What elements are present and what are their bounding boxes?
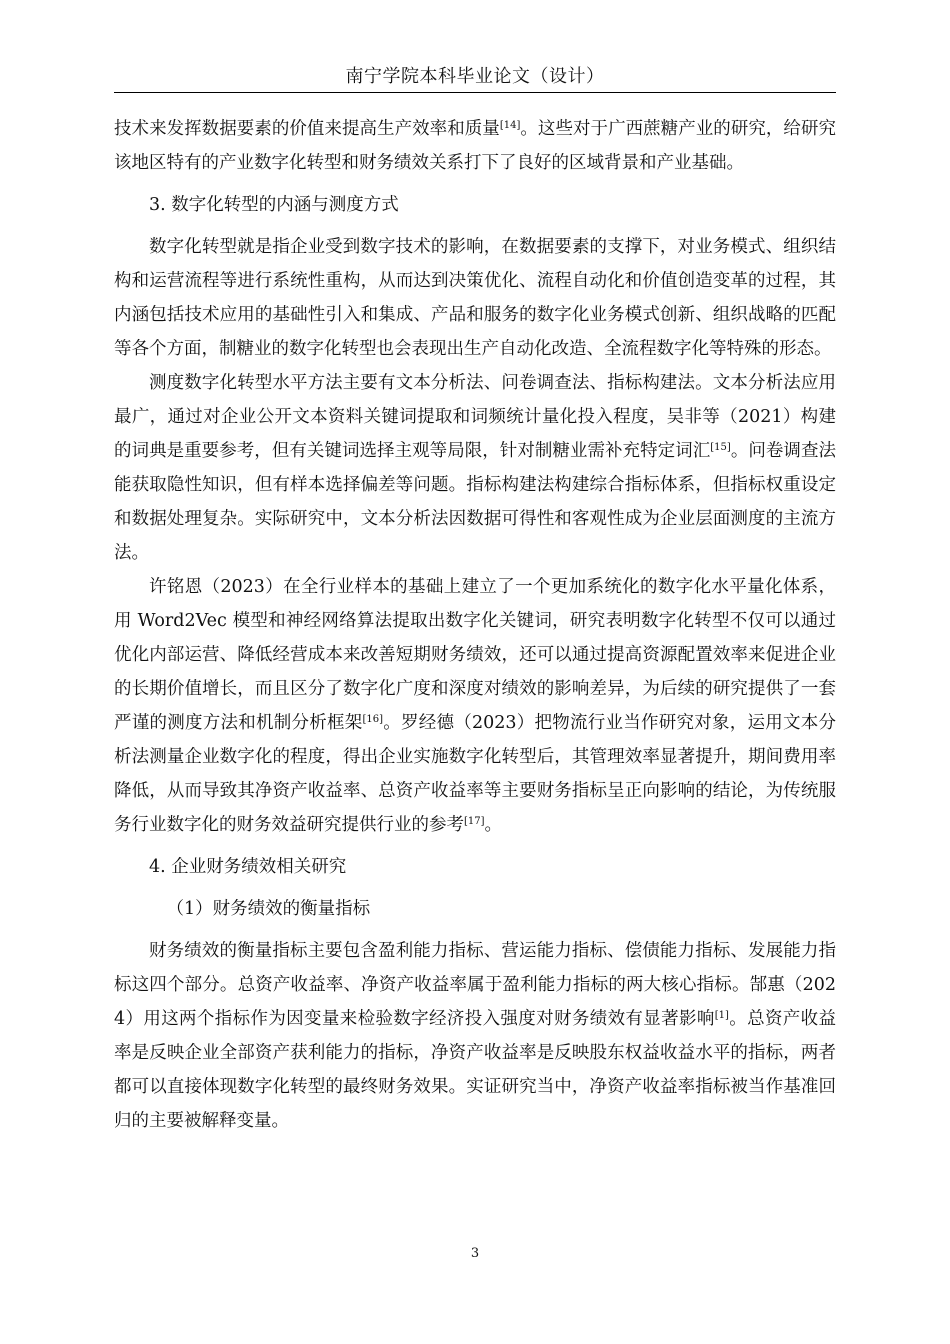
paragraph-text: 测度数字化转型水平方法主要有文本分析法、问卷调查法、指标构建法。文本分析法应用最广，通过对企业公开文本资料关键词提取和词频统计量化投入程度，吴非等（2021）构建的词典是重要参考，但有关键词选择主观等局限，针对制糖业需补充特定词汇 <box>114 373 836 461</box>
paragraph-text: 。问卷调查法能获取隐性知识，但有样本选择偏差等问题。指标构建法构建综合指标体系，但指标权重设定和数据处理复杂。实际研究中，文本分析法因数据可得性和客观性成为企业层面测度的主流方法。 <box>114 441 837 563</box>
citation-ref: [15] <box>710 442 731 453</box>
paragraph-text: 许铭恩（2023）在全行业样本的基础上建立了一个更加系统化的数字化水平量化体系，用 Word2Vec 模型和神经网络算法提取出数字化关键词，研究表明数字化转型不仅可以通过优化内部运营、降低经营成本来改善短期财务绩效，还可以通过提高资源配置效率来促进企业的长期价值增长，而且区分了数字化广度和深度对绩效的影响差异，为后续的研究提供了一套严谨的测度方法和机制分析框架 <box>114 577 836 733</box>
subsection-heading: （1）财务绩效的衡量指标 <box>166 899 371 919</box>
paragraph-text: 。这些对于广西蔗糖产业的研究，给研究该地区特有的产业数字化转型和财务绩效关系打下了良好的区域背景和产业基础。 <box>114 119 837 173</box>
section-heading: 4. 企业财务绩效相关研究 <box>149 857 347 877</box>
paragraph <box>114 230 836 366</box>
citation-ref: [17] <box>464 816 485 827</box>
citation-ref: [16] <box>362 714 384 725</box>
paragraph <box>114 934 836 1138</box>
section-heading: 3. 数字化转型的内涵与测度方式 <box>149 195 399 215</box>
running-header: 南宁学院本科毕业论文（设计） <box>345 66 605 87</box>
citation-ref: [14] <box>499 120 521 131</box>
paragraph <box>114 366 836 570</box>
paragraph-text: 技术来发挥数据要素的价值来提高生产效率和质量 <box>114 119 500 139</box>
paragraph-text: 。罗经德（2023）把物流行业当作研究对象，运用文本分析法测量企业数字化的程度，得出企业实施数字化转型后，其管理效率显著提升，期间费用率降低，从而导致其净资产收益率、总资产收益率等主要财务指标呈正向影响的结论，为传统服务行业数字化的财务效益研究提供行业的参考 <box>114 713 837 835</box>
paragraph-text: 。总资产收益率是反映企业全部资产获利能力的指标，净资产收益率是反映股东权益收益水平的指标，两者都可以直接体现数字化转型的最终财务效果。实证研究当中，净资产收益率指标被当作基准回归的主要被解释变量。 <box>114 1009 837 1131</box>
page-number: 3 <box>470 1246 480 1261</box>
paragraph <box>114 570 836 842</box>
paragraph-text: 财务绩效的衡量指标主要包含盈利能力指标、营运能力指标、偿债能力指标、发展能力指标这四个部分。总资产收益率、净资产收益率属于盈利能力指标的两大核心指标。郜惠（2024）用这两个指标作为因变量来检验数字经济投入强度对财务绩效有显著影响 <box>114 941 836 1029</box>
citation-ref: [1] <box>714 1010 729 1021</box>
body-text <box>114 112 836 1138</box>
paragraph-continuation <box>114 112 836 180</box>
header-rule <box>114 92 836 93</box>
paragraph-text: 。 <box>484 815 503 835</box>
paragraph-text: 数字化转型就是指企业受到数字技术的影响，在数据要素的支撑下，对业务模式、组织结构和运营流程等进行系统性重构，从而达到决策优化、流程自动化和价值创造变革的过程，其内涵包括技术应用的基础性引入和集成、产品和服务的数字化业务模式创新、组织战略的匹配等各个方面，制糖业的数字化转型也会表现出生产自动化改造、全流程数字化等特殊的形态。 <box>114 237 836 359</box>
